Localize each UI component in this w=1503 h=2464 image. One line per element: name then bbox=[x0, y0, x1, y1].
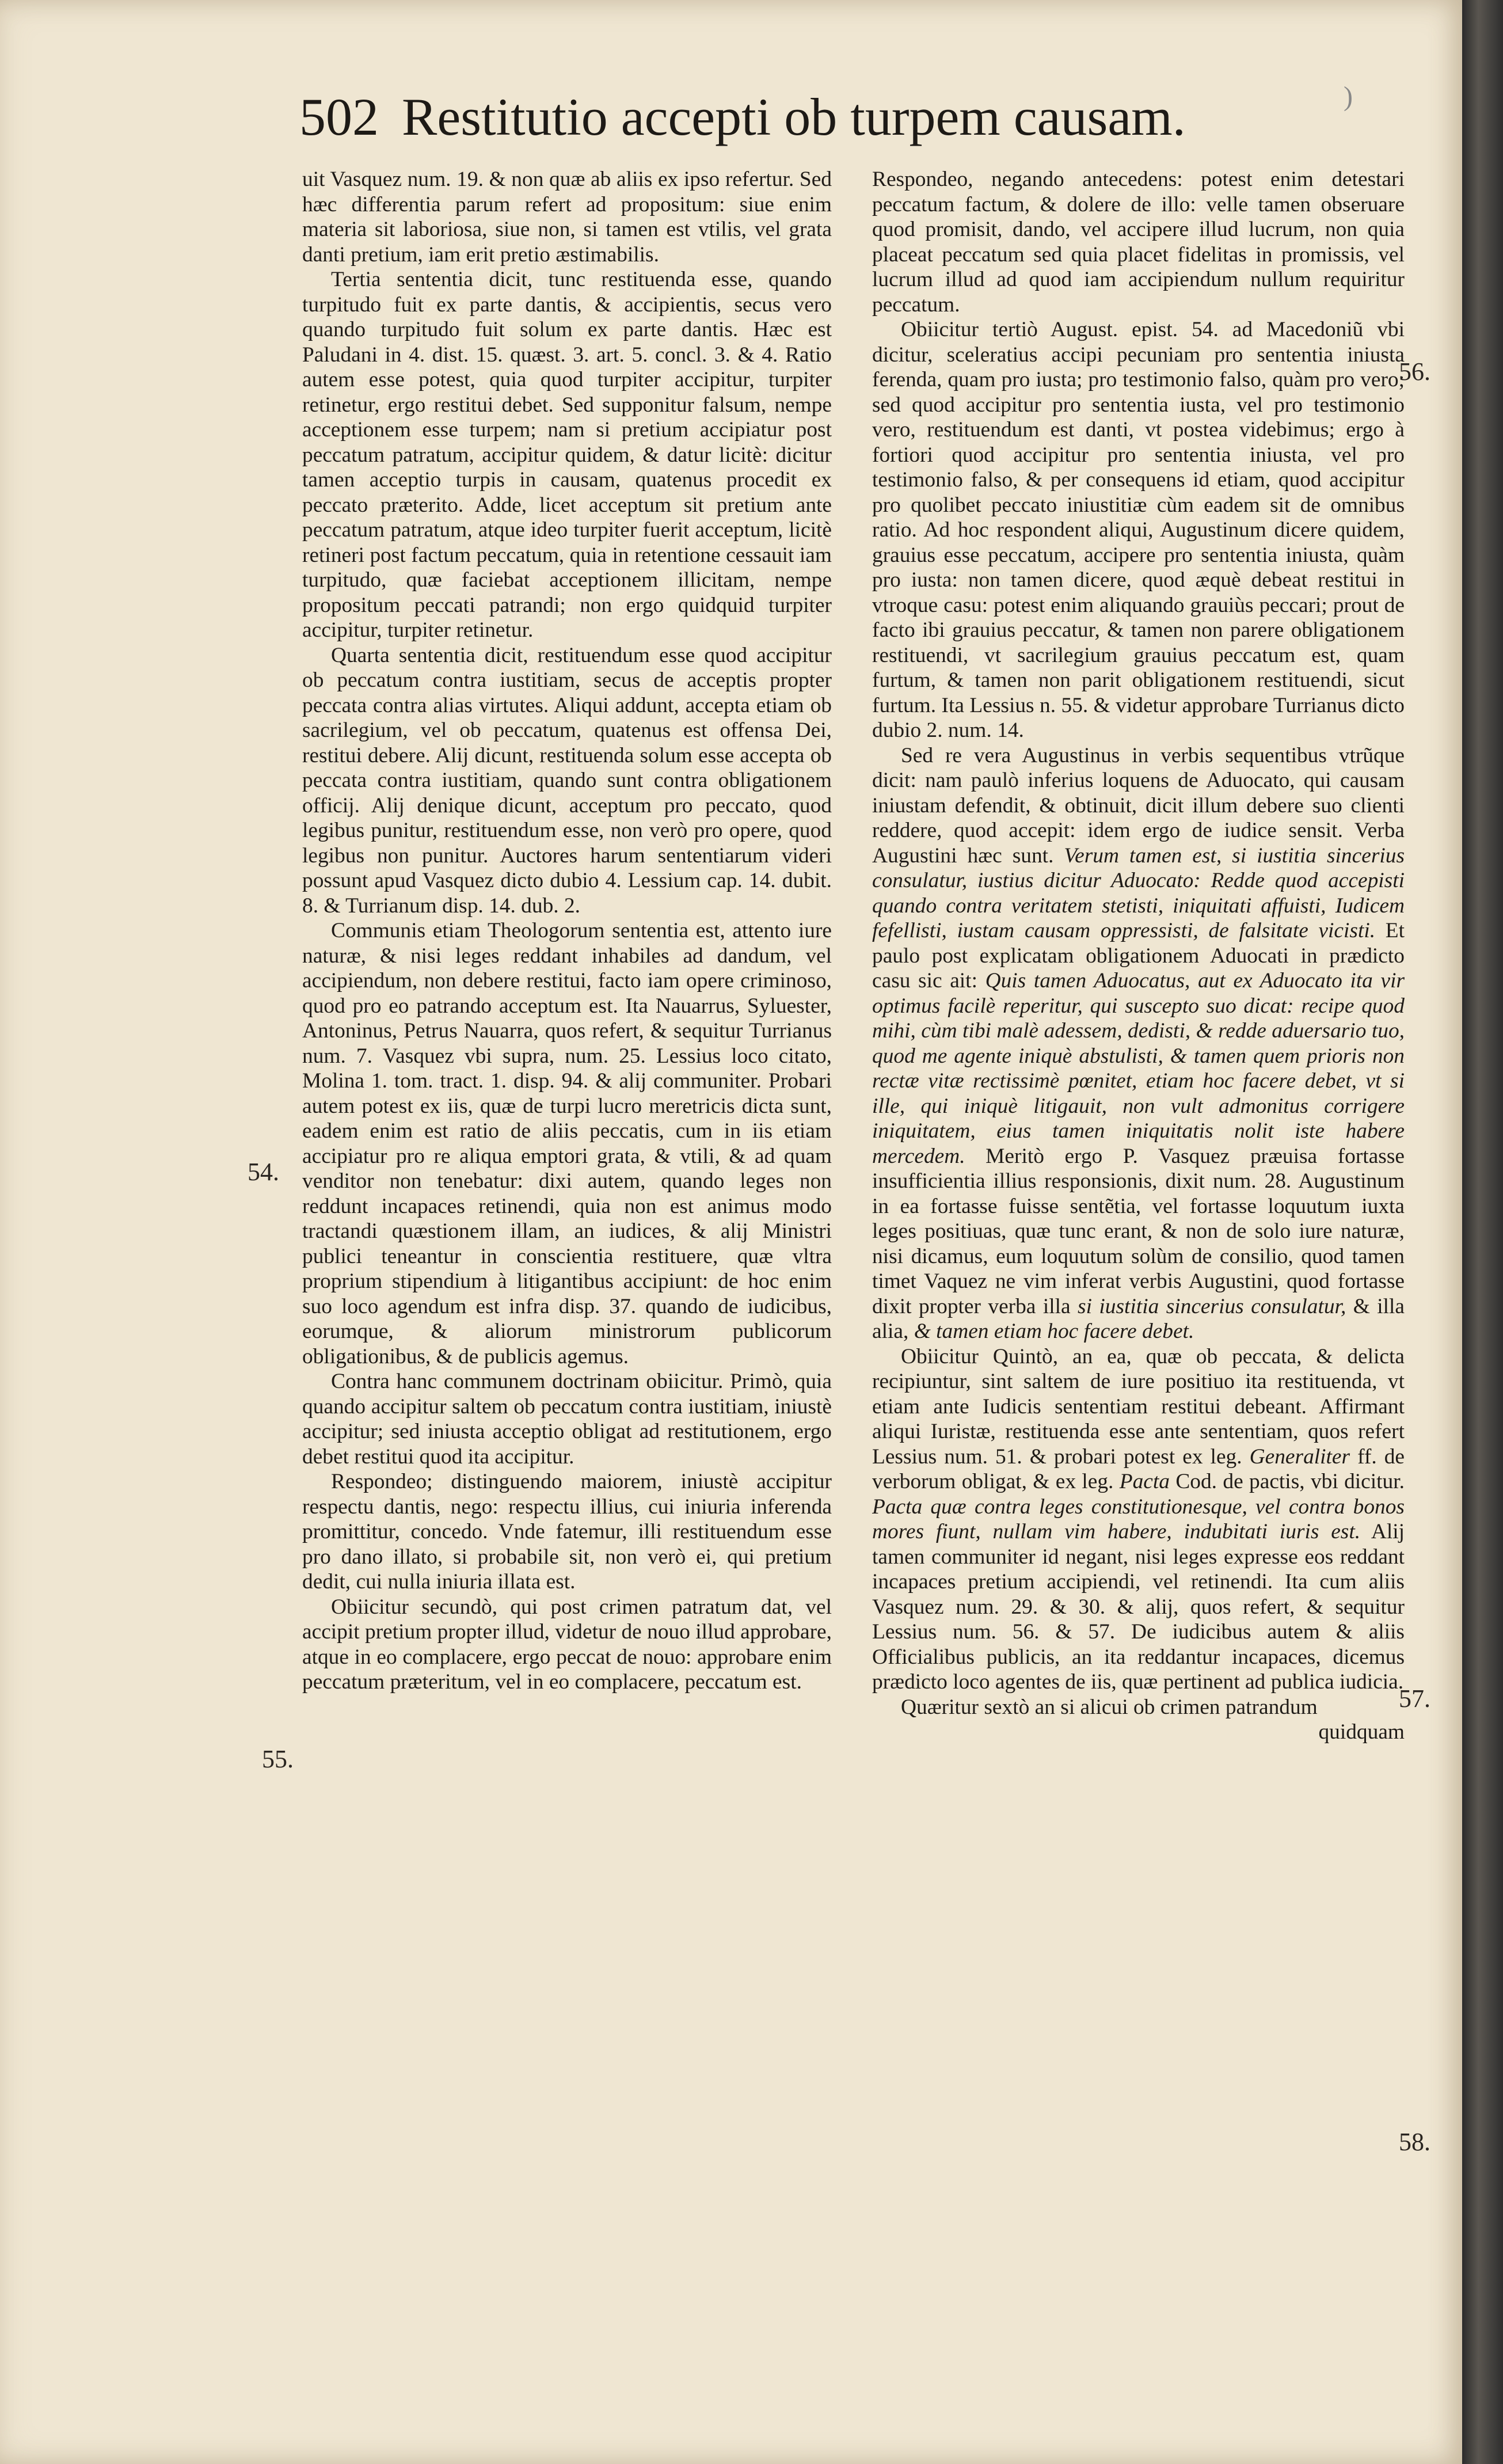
left-column bbox=[302, 167, 832, 2216]
text-run: ff. de verborum obligat, & ex leg. bbox=[872, 1444, 1405, 1493]
left-paragraph-6: Respondeo; distinguendo maiorem, iniustè accipitur respectu dantis, nego: respectu illius, cui iniuria inferenda promittitur, concedo. Vnde fatemur, illi restituendum esse pro dano illato, si probabile sit, non verò ei, qui pretium dedit, cui nulla iniuria illata est. bbox=[302, 1470, 832, 1594]
catchword: quidquam bbox=[1318, 1720, 1405, 1744]
text-run: & illa alia, bbox=[872, 1294, 1405, 1343]
law-quote: Pacta quæ contra leges constitutionesque, vel contra bonos mores fiunt, nullam vim habere, indubitati iuris est. bbox=[872, 1495, 1405, 1543]
left-paragraph-2: Tertia sententia dicit, tunc restituenda esse, quando turpitudo fuit ex parte dantis, & accipientis, secus vero quando turpitudo fuit solum ex parte dantis. Hæc est Paludani in 4. dist. 15. quæst. 3. art. 5. concl. 3. & 4. Ratio autem esse potest, quia quod turpiter accipitur, turpiter retinetur, ergo restitui debet. Sed supponitur falsum, nempe acceptionem esse turpem; nam si pretium accipiatur post peccatum patratum, accipitur quidem, & datur licitè: dicitur tamen acceptio turpis in causam, quatenus procedit ex peccato præterito. Adde, licet acceptum sit pretium ante peccatum patratum, atque ideo turpiter fuerit acceptum, licitè retineri post factum peccatum, quia in retentione cessauit iam turpitudo, quæ faciebat acceptionem illicitam, nempe propositum peccati patrandi; non ergo quidquid turpiter accipitur, turpiter retinetur. bbox=[302, 268, 832, 642]
right-column bbox=[872, 167, 1405, 2216]
text-run: Obiicitur Quintò, an ea, quæ ob peccata, & delicta recipiuntur, sint saltem de iure positiuo ita restituenda, vt etiam ante Iudicis sententiam restitui debeant. Affirmant aliqui Iuristæ, restituenda esse ante sententiam, quos refert Lessius num. 51. & probari potest ex leg. bbox=[872, 1344, 1405, 1469]
running-title: Restitutio accepti ob turpem causam. bbox=[402, 88, 1186, 146]
margin-number-55: 55. bbox=[262, 1745, 294, 1773]
margin-number-58: 58. bbox=[1399, 2128, 1430, 2156]
law-citation: Pacta bbox=[1119, 1470, 1170, 1493]
running-header bbox=[299, 86, 1393, 155]
law-citation: Generaliter bbox=[1249, 1444, 1350, 1469]
text-run: Cod. de pactis, vbi dicitur. bbox=[1175, 1470, 1405, 1493]
text-run: Sed re vera Augustinus in verbis sequentibus vtrũque dicit: nam paulò inferius loquens de Aduocato, qui causam iniustam defendit, & obtinuit, dicit illum debere suo clienti reddere, quod accepit: idem ergo de iudice sensit. Verba Augustini hæc sunt. bbox=[872, 743, 1405, 868]
right-paragraph-4 bbox=[872, 1344, 1405, 1695]
right-paragraph-3 bbox=[872, 743, 1405, 1344]
margin-number-56: 56. bbox=[1399, 358, 1430, 386]
corner-mark: ) bbox=[1344, 81, 1353, 112]
right-paragraph-2: Obiicitur tertiò August. epist. 54. ad Macedoniũ vbi dicitur, sceleratius accipi pecuniam pro sententia iniusta ferenda, quam pro iusta; pro testimonio falso, quàm pro vero; sed quod accipitur pro sententia iusta, vel pro testimonio vero, restituendum est danti, vt postea videbimus; ergo à fortiori quod accipitur pro sententia iniusta, vel pro testimonio falso, & per consequens id etiam, quod accipitur pro quolibet peccato iniustitiæ cùm eadem sit de omnibus ratio. Ad hoc respondent aliqui, Augustinum dicere quidem, grauius esse peccatum, accipere pro sententia iniusta, quàm pro iusta: non tamen dicere, quod æquè debeat restitui in vtroque casu: potest enim aliquando grauiùs peccari; prout de facto ibi grauius peccatur, & tamen non parere obligationem restituendi, vt sacrilegium grauius peccatum est, quam furtum, & tamen non parit obligationem restituendi, sicut furtum. Ita Lessius n. 55. & videtur approbare Turrianus dicto dubio 2. num. 14. bbox=[872, 318, 1405, 742]
text-run: Et paulo post explicatam obligationem Aduocati in prædicto casu sic ait: bbox=[872, 919, 1405, 993]
left-paragraph-7: Obiicitur secundò, qui post crimen patratum dat, vel accipit pretium propter illud, videtur de nouo illud approbare, atque in eo complacere, ergo peccat de nouo: approbare enim peccatum præteritum, vel in eo complacere, peccatum est. bbox=[302, 1595, 832, 1694]
text-run: Alij tamen communiter id negant, nisi leges expresse eos reddant incapaces pretium accipiendi, vel retinendi. Ita cum aliis Vasquez num. 29. & 30. & alij, quos refert, & sequitur Lessius num. 56. & 57. De iudicibus autem & aliis Officialibus publicis, an ita reddantur incapaces, dicemus prædicto loco agentes de iis, quæ pertinent ad publica iudicia. bbox=[872, 1520, 1405, 1694]
text-run: Meritò ergo P. Vasquez præuisa fortasse insufficientia illius responsionis, dixit num. 28. Augustinum in ea fortasse fuisse sentẽtia, vel fortasse loquutum iuxta leges positiuas, quæ tunc erant, & non de solo iure naturæ, nisi dicamus, eum loquutum solùm de consilio, quod tamen timet Vaquez ne vim inferat verbis Augustini, quod fortasse dixit propter verba illa bbox=[872, 1144, 1405, 1318]
augustine-quote-4: & tamen etiam hoc facere debet. bbox=[914, 1320, 1194, 1343]
right-paragraph-5: Quæritur sextò an si alicui ob crimen patrandum bbox=[901, 1695, 1318, 1719]
left-paragraph-5: Contra hanc communem doctrinam obiicitur. Primò, quia quando accipitur saltem ob peccatum contra iustitiam, iniustè accipitur; sed iniusta acceptio obligat ad restitutionem, ergo debet restitui quod ita accipitur. bbox=[302, 1370, 832, 1469]
left-paragraph-3: Quarta sententia dicit, restituendum esse quod accipitur ob peccatum contra iustitiam, secus de acceptis propter peccata contra alias virtutes. Aliqui addunt, accepta etiam ob sacrilegium, vel ob peccatum, quatenus est offensa Dei, restitui debere. Alij dicunt, restituenda solum esse accepta ob peccata contra iustitiam, quando sunt contra obligationem officij. Alij denique dicunt, acceptum pro peccato, quod legibus punitur, restituendum esse, non verò pro opere, quod legibus non punitur. Auctores harum sententiarum videri possunt apud Vasquez dicto dubio 4. Lessium cap. 14. dubit. 8. & Turrianum disp. 14. dub. 2. bbox=[302, 643, 832, 918]
book-gutter bbox=[1462, 0, 1503, 2464]
augustine-quote-3: si iustitia sincerius consulatur, bbox=[1078, 1294, 1346, 1318]
augustine-quote-2: Quis tamen Aduocatus, aut ex Aduocato ita vir optimus facilè reperitur, qui suscepto suo dicat: recipe quod mihi, cùm tibi malè adessem, dedisti, & redde aduersario tuo, quod me agente iniquè abstulisti, & tamen quem prioris non rectæ vitæ rectissimè pœnitet, etiam hoc facere debet, vt si ille, qui iniquè litigauit, non vult admonitus corrigere iniquitatem, eius tamen iniquitatis nolit iste habere mercedem. bbox=[872, 969, 1405, 1168]
augustine-quote-1: Verum tamen est, si iustitia sincerius consulatur, iustius dicitur Aduocato: Redde quod accepisti quando contra veritatem stetisti, iniquitati affuisti, Iudicem fefellisti, iustam causam oppressisti, de falsitate vicisti. bbox=[872, 843, 1405, 942]
margin-number-54: 54. bbox=[248, 1158, 279, 1186]
margin-number-57: 57. bbox=[1399, 1685, 1430, 1713]
page-number: 502 bbox=[299, 88, 379, 146]
right-paragraph-1: Respondeo, negando antecedens: potest enim detestari peccatum factum, & dolere de illo: velle tamen obseruare quod promisit, dando, vel accipere illud lucrum, non quia placeat peccatum sed quia placet fidelitas in promissis, vel lucrum illud ad quod iam accipiendum nullum requiritur peccatum. bbox=[872, 168, 1405, 317]
left-paragraph-1: uit Vasquez num. 19. & non quæ ab aliis ex ipso refertur. Sed hæc differentia parum refert ad propositum: siue enim materia sit laboriosa, siue non, si tamen est vtilis, vel grata danti pretium, iam erit pretio æstimabilis. bbox=[302, 168, 832, 267]
left-paragraph-4: Communis etiam Theologorum sententia est, attento iure naturæ, & nisi leges reddant inhabiles ad dandum, vel accipiendum, non debere restitui, facto iam opere criminoso, quod pro eo patrando acceptum est. Ita Nauarrus, Syluester, Antoninus, Petrus Nauarra, quos refert, & sequitur Turrianus num. 7. Vasquez vbi supra, num. 25. Lessius loco citato, Molina 1. tom. tract. 1. disp. 94. & alij communiter. Probari autem potest ex iis, quæ de turpi lucro meretricis dicta sunt, eadem enim est ratio de aliis peccatis, cum in iis etiam accipiatur pro re aliqua emptori grata, & vtili, & ad quam venditor non tenebatur: dixi autem, quando leges non reddunt incapaces retinendi, quia non est animus modo tractandi quæstionem illam, an iudices, & alij Ministri publici teneantur in conscientia restituere, quæ vltra proprium stipendium à litigantibus accipiunt: de hoc enim suo loco agendum est infra disp. 37. quando de iudicibus, eorumque, & aliorum ministrorum publicorum obligationibus, & de publicis agemus. bbox=[302, 919, 832, 1368]
